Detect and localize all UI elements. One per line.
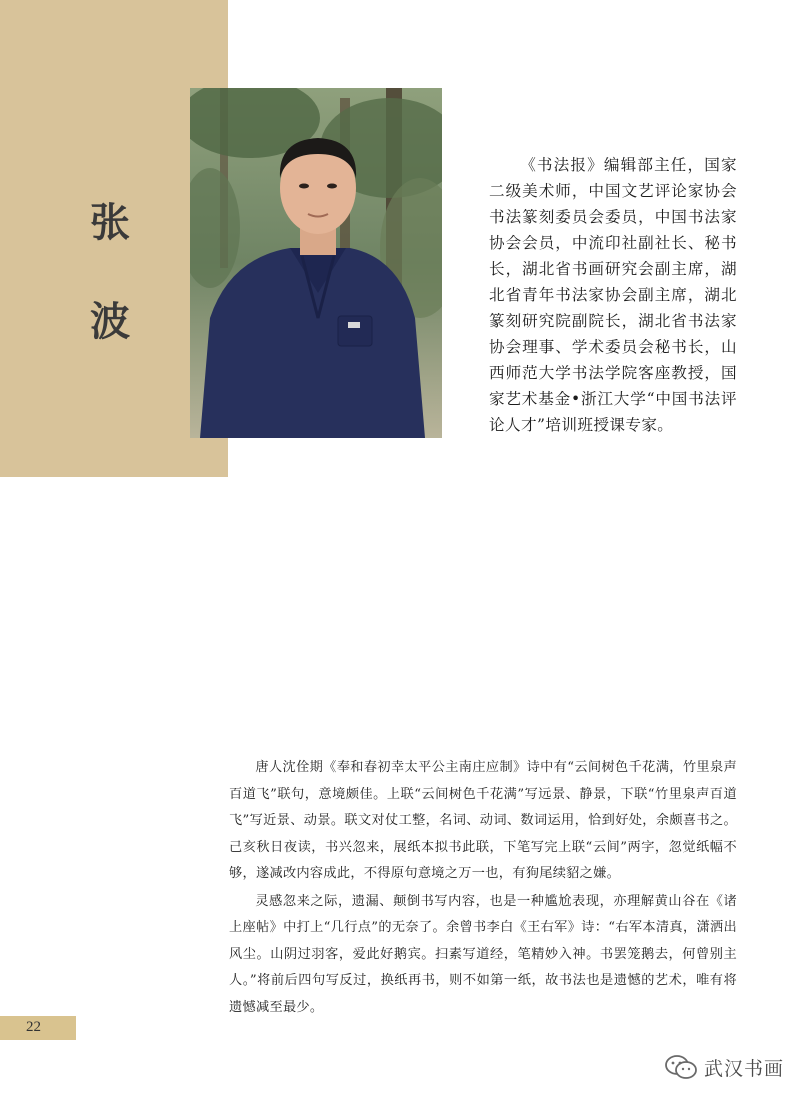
watermark-text: 武汉书画	[703, 1057, 784, 1080]
person-name-char-2: 波	[90, 298, 130, 345]
essay	[229, 755, 737, 1022]
watermark	[664, 1052, 784, 1082]
wechat-icon	[664, 1054, 698, 1080]
portrait-photo	[190, 88, 442, 438]
page-number: 22	[26, 1019, 41, 1035]
essay-paragraph: 唐人沈佺期《奉和春初幸太平公主南庄应制》诗中有“云间树色千花满，竹里泉声百道飞”联句，意境颇佳。上联“云间树色千花满”写远景、静景，下联“竹里泉声百道飞”写近景、动景。联文对仗工整，名词、动词、数词运用，恰到好处，余颇喜书之。己亥秋日夜读，书兴忽来，展纸本拟书此联，下笔写完上联“云间”两字，忽觉纸幅不够，遂减改内容成此，不得原句意境之万一也，有狗尾续貂之嫌。	[229, 760, 737, 881]
biography-text: 《书法报》编辑部主任，国家二级美术师，中国文艺评论家协会书法篆刻委员会委员，中国书法家协会会员，中流印社副社长、秘书长，湖北省书画研究会副主席，湖北省青年书法家协会副主席，湖北篆刻研究院副院长，湖北省书法家协会理事、学术委员会秘书长，山西师范大学书法学院客座教授，国家艺术基金•浙江大学“中国书法评论人才”培训班授课专家。	[489, 156, 737, 434]
essay-paragraph: 灵感忽来之际，遗漏、颠倒书写内容，也是一种尴尬表现，亦理解黄山谷在《诸上座帖》中打上“几行点”的无奈了。余曾书李白《王右军》诗：“右军本清真，潇洒出风尘。山阴过羽客，爱此好鹅宾。扫素写道经，笔精妙入神。书罢笼鹅去，何曾别主人。”将前后四句写反过，换纸再书，则不如第一纸，故书法也是遗憾的艺术，唯有将遗憾减至最少。	[229, 893, 737, 1015]
person-name-char-1: 张	[90, 199, 130, 246]
portrait-illustration	[190, 88, 442, 438]
